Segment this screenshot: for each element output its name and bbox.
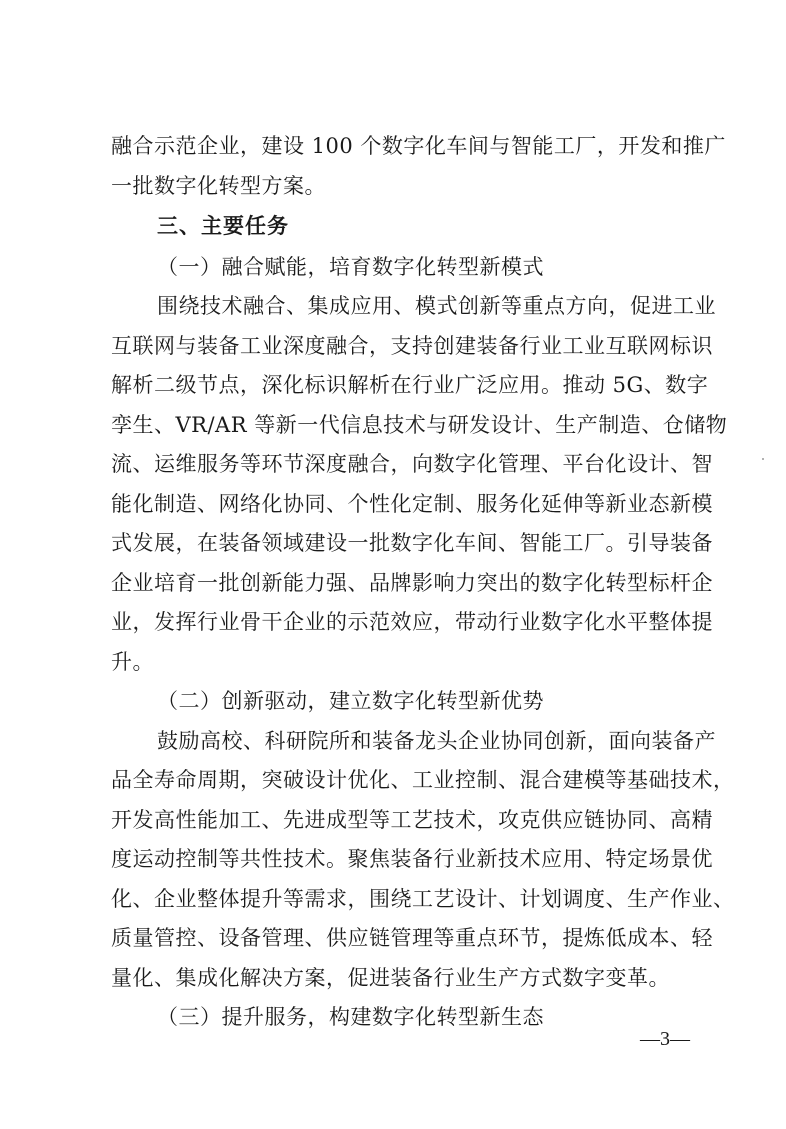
section-title: 三、主要任务 bbox=[157, 214, 289, 238]
paragraph-line: 升。 bbox=[111, 650, 154, 674]
paragraph-line: 孪生、VR/AR 等新一代信息技术与研发设计、生产制造、仓储物 bbox=[111, 413, 728, 437]
subsection-heading: （一）融合赋能，培育数字化转型新模式 bbox=[157, 255, 544, 279]
paragraph-line: 解析二级节点，深化标识解析在行业广泛应用。推动 5G、数字 bbox=[111, 373, 709, 397]
paragraph-line: 质量管控、设备管理、供应链管理等重点环节，提炼低成本、轻 bbox=[111, 926, 713, 950]
subsection-heading: （三）提升服务，构建数字化转型新生态 bbox=[157, 1005, 544, 1029]
paragraph-line: 互联网与装备工业深度融合，支持创建装备行业工业互联网标识 bbox=[111, 334, 713, 358]
paragraph-line: 流、运维服务等环节深度融合，向数字化管理、平台化设计、智 bbox=[111, 452, 713, 476]
paragraph-line: 式发展，在装备领域建设一批数字化车间、智能工厂。引导装备 bbox=[111, 531, 713, 555]
paragraph-line: 度运动控制等共性技术。聚焦装备行业新技术应用、特定场景优 bbox=[111, 847, 713, 871]
paragraph-line: 业，发挥行业骨干企业的示范效应，带动行业数字化水平整体提 bbox=[111, 610, 713, 634]
paragraph-line: 围绕技术融合、集成应用、模式创新等重点方向，促进工业 bbox=[157, 294, 716, 318]
paragraph-line: 能化制造、网络化协同、个性化定制、服务化延伸等新业态新模 bbox=[111, 492, 713, 516]
paragraph-line: 一批数字化转型方案。 bbox=[111, 174, 326, 198]
paragraph-line: 融合示范企业，建设 100 个数字化车间与智能工厂，开发和推广 bbox=[111, 134, 726, 158]
paragraph-line: 开发高性能加工、先进成型等工艺技术，攻克供应链协同、高精 bbox=[111, 808, 713, 832]
subsection-heading: （二）创新驱动，建立数字化转型新优势 bbox=[157, 689, 544, 713]
paragraph-line: 品全寿命周期，突破设计优化、工业控制、混合建模等基础技术， bbox=[111, 768, 735, 792]
paragraph-line: 量化、集成化解决方案，促进装备行业生产方式数字变革。 bbox=[111, 966, 670, 990]
paragraph-line: 企业培育一批创新能力强、品牌影响力突出的数字化转型标杆企 bbox=[111, 571, 713, 595]
paragraph-line: 化、企业整体提升等需求，围绕工艺设计、计划调度、生产作业、 bbox=[111, 887, 735, 911]
scan-mark bbox=[762, 458, 764, 460]
page-number: —3— bbox=[640, 1028, 690, 1050]
paragraph-line: 鼓励高校、科研院所和装备龙头企业协同创新，面向装备产 bbox=[157, 729, 716, 753]
